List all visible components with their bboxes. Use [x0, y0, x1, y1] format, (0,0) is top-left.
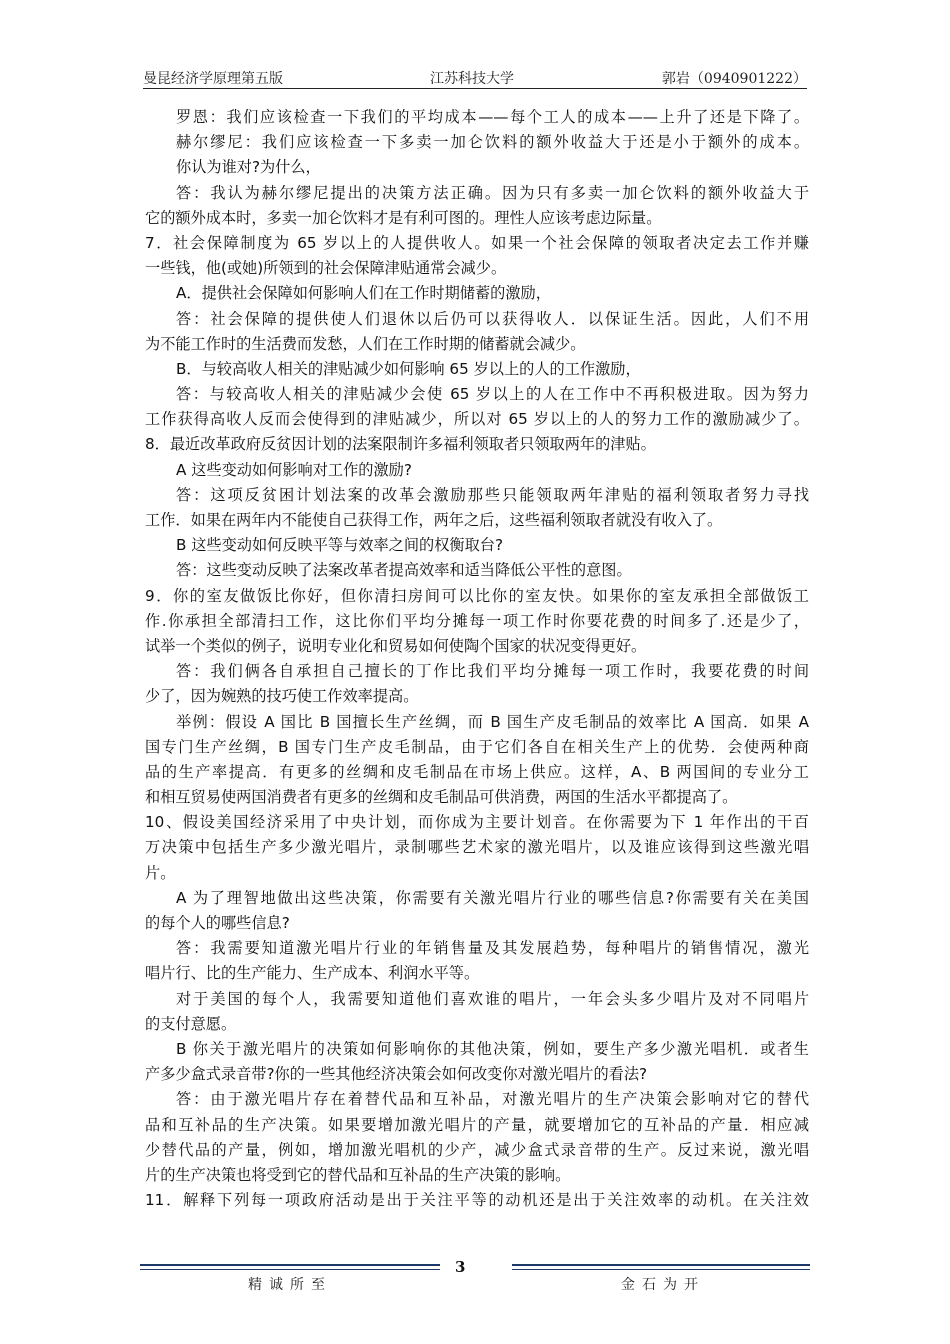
text-line: 你认为谁对?为什么，	[176, 158, 321, 177]
header-university: 江苏科技大学	[430, 71, 514, 87]
text-line: 赫尔缪尼：我们应该检查一下多卖一加仑饮料的额外收益大于还是小于额外的成本。	[176, 133, 809, 152]
text-line: 答：与较高收人相关的津贴减少会使 65 岁以上的人在工作中不再积极进取。因为努力	[176, 385, 809, 404]
text-line: 它的额外成本时，多卖一加仑饮料才是有利可图的。理性人应该考虑边际量。	[145, 208, 662, 227]
text-line: 对于美国的每个人，我需要知道他们喜欢谁的唱片，一年会头多少唱片及对不同唱片	[176, 989, 809, 1008]
text-line: A 这些变动如何影响对工作的激励?	[176, 460, 412, 479]
header-book-title: 曼昆经济学原理第五版	[143, 71, 283, 87]
header-author: 郭岩（0940901222）	[661, 71, 807, 87]
page-footer	[0, 1250, 950, 1310]
text-line: 为不能工作时的生活费而发愁，人们在工作时期的储蓄就会减少。	[145, 334, 586, 353]
text-line: 和相互贸易使两国消费者有更多的丝绸和皮毛制品可供消费，两国的生活水平都提高了。	[145, 788, 738, 807]
text-line: 答：这些变动反映了法案改革者提高效率和适当降低公平性的意图。	[176, 561, 632, 580]
text-line: 少替代品的产量，例如，增加激光唱机的少产，减少盒式录音带的生产。反过来说，激光唱	[145, 1140, 809, 1159]
footer-motto-right: 金石为开	[621, 1277, 705, 1293]
page-number: 3	[455, 1258, 466, 1276]
text-line: 答：这项反贫困计划法案的改革会激励那些只能领取两年津贴的福利领取者努力寻找	[176, 485, 809, 504]
text-line: 答：社会保障的提供使人们退休以后仍可以获得收人．以保证生活。因此，人们不用	[176, 309, 809, 328]
text-line: B 这些变动如何反映平等与效率之间的权衡取台?	[176, 536, 504, 555]
text-line: 片。	[145, 863, 176, 882]
text-line: B 你关于激光唱片的决策如何影响你的其他决策，例如，要生产多少激光唱机．或者生	[176, 1039, 809, 1058]
text-line: 工作获得高收人反而会使得到的津贴减少，所以对 65 岁以上的人的努力工作的激励减少了。	[145, 410, 809, 429]
footer-motto-left: 精诚所至	[248, 1277, 332, 1293]
question-8: 8．最近改革政府反贫因计划的法案限制许多福利领取者只领取两年的津贴。	[145, 435, 656, 454]
text-line: 的每个人的哪些信息?	[145, 914, 290, 932]
text-line: 产多少盒式录音带?你的一些其他经济决策会如何改变你对激光唱片的看法?	[145, 1065, 648, 1084]
text-line: 国专门生产丝绸，B 国专门生产皮毛制品，由于它们各自在相关生产上的优势．会使两种商	[145, 737, 809, 756]
text-line: 的支付意愿。	[145, 1014, 237, 1033]
text-line: 唱片行、比的生产能力、生产成本、利润水平等。	[145, 964, 480, 983]
text-line: 工作．如果在两年内不能使自己获得工作，两年之后，这些福利领取者就没有收入了。	[145, 511, 723, 529]
page-header	[143, 64, 807, 89]
text-line: 一些钱，他(或她)所领到的社会保障津贴通常会减少。	[145, 259, 507, 278]
question-10: 10、假设美国经济采用了中央计划，而你成为主要计划音。在你需要为下 1 年作出的干百	[145, 813, 809, 832]
text-line: 举例：假设 A 国比 B 国擅长生产丝绸，而 B 国生产皮毛制品的效率比 A 国高．如果 A	[176, 712, 809, 731]
text-line: 答：我认为赫尔缪尼提出的决策方法正确。因为只有多卖一加仑饮料的额外收益大于	[176, 183, 809, 202]
question-9: 9．你的室友做饭比你好，但你清扫房间可以比你的室友快。如果你的室友承担全部做饭工	[145, 586, 809, 605]
text-line: 答：我们俩各自承担自己擅长的丁作比我们平均分摊每一项工作时，我要花费的时间	[176, 662, 809, 681]
text-line: 罗恩：我们应该检查一下我们的平均成本——每个工人的成本——上升了还是下降了。	[176, 108, 809, 126]
text-line: 试举一个类似的例子，说明专业化和贸易如何使陶个国家的状况变得更好。	[145, 636, 647, 655]
text-line: 少了，因为婉熟的技巧使工作效率提高。	[145, 687, 419, 706]
text-line: 答：由于激光唱片存在着替代品和互补品，对激光唱片的生产决策会影响对它的替代	[176, 1090, 809, 1109]
text-line: 作.你承担全部清扫工作，这比你们平均分摊每一项工作时你要花费的时间多了.还是少了，	[145, 611, 809, 630]
text-line: 万决策中包括生产多少激光唱片，录制哪些艺术家的激光唱片，以及谁应该得到这些激光唱	[145, 838, 809, 857]
document-body	[145, 105, 809, 1213]
footer-rule-right-thin	[512, 1269, 810, 1270]
text-line: 品和互补品的生产决策。如果要增加激光唱片的产量，就要增加它的互补品的产量．相应减	[145, 1115, 809, 1134]
text-line: 片的生产决策也将受到它的替代品和互补品的生产决策的影响。	[145, 1165, 571, 1184]
text-line: B．与较高收人相关的津贴减少如何影响 65 岁以上的人的工作激励，	[176, 359, 641, 378]
footer-rule-left-thick	[140, 1264, 440, 1266]
text-line: A．提供社会保障如何影响人们在工作时期储蓄的激励，	[176, 284, 551, 303]
footer-rule-right-thick	[512, 1264, 810, 1266]
question-7: 7．社会保障制度为 65 岁以上的人提供收人。如果一个社会保障的领取者决定去工作并赚	[145, 233, 809, 252]
text-line: 答：我需要知道激光唱片行业的年销售量及其发展趋势，每种唱片的销售情况，激光	[176, 939, 809, 958]
footer-rule-left-thin	[140, 1269, 440, 1270]
text-line: 品的生产率提高．有更多的丝绸和皮毛制品在市场上供应。这样，A、B 两国间的专业分工	[145, 762, 809, 781]
text-line: A 为了理智地做出这些决策，你需要有关激光唱片行业的哪些信息?你需要有关在美国	[176, 888, 809, 907]
question-11: 11．解释下列每一项政府活动是出于关注平等的动机还是出于关注效率的动机。在关注效	[145, 1191, 809, 1210]
